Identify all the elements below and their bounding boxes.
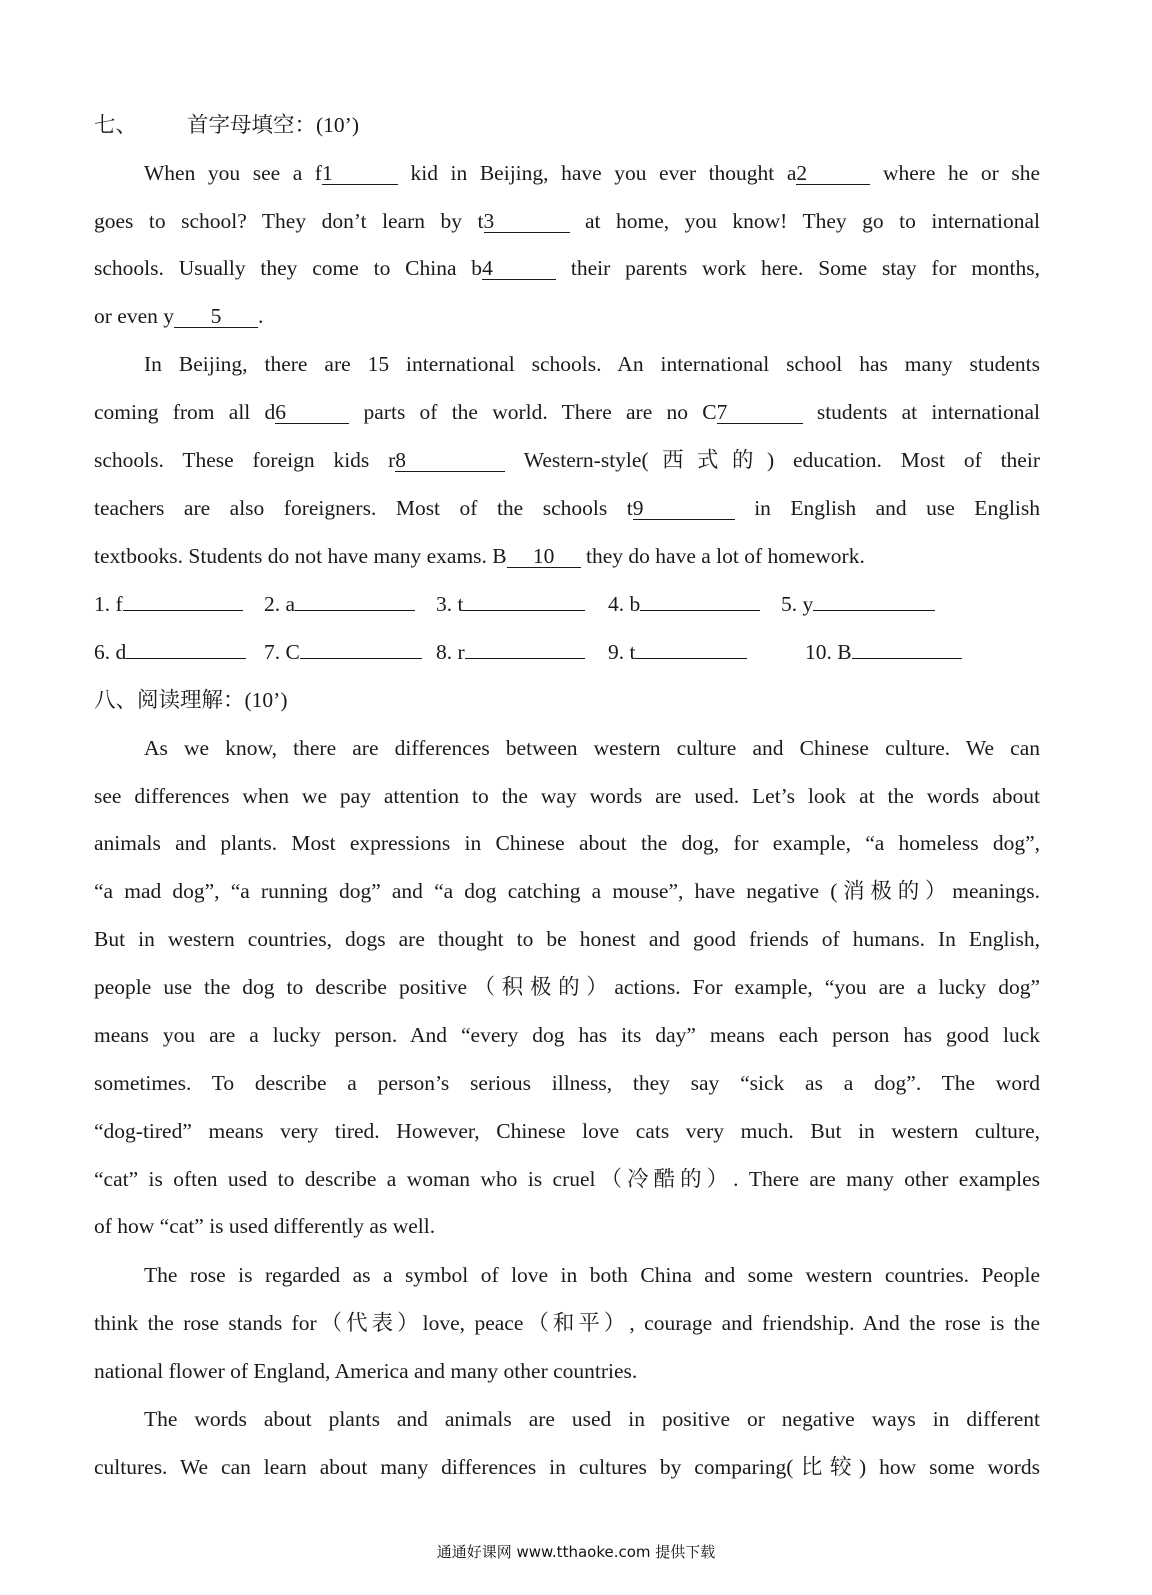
answer-8: 8. r: [436, 638, 585, 666]
blank-6: 6: [275, 401, 349, 424]
blank-3: 3: [484, 210, 570, 233]
cloze-line-4: or even y 5 .: [94, 304, 264, 328]
reading-line: people use the dog to describe positive（积极的）actions. For example, “you are a lucky dog”: [94, 975, 1040, 999]
page-footer: 通通好课网 www.tthaoke.com 提供下载: [436, 1543, 716, 1561]
reading-line: “a mad dog”, “a running dog” and “a dog catching a mouse”, have negative (消极的）meanings.: [94, 879, 1040, 903]
reading-line: sometimes. To describe a person’s serious illness, they say “sick as a dog”. The word: [94, 1071, 1040, 1095]
reading-line: animals and plants. Most expressions in Chinese about the dog, for example, “a homeless dog”,: [94, 831, 1040, 855]
blank-10: 10: [507, 545, 581, 568]
reading-line: The rose is regarded as a symbol of love in both China and some western countries. People: [144, 1263, 1040, 1287]
blank-1: 1: [322, 162, 398, 185]
reading-line: means you are a lucky person. And “every dog has its day” means each person has good luck: [94, 1023, 1040, 1047]
reading-line: “dog-tired” means very tired. However, Chinese love cats very much. But in western culture,: [94, 1119, 1040, 1143]
section8-heading: 八、阅读理解：(10’): [94, 688, 288, 712]
cloze-line-1: When you see a f1 kid in Beijing, have you ever thought a2 where he or she: [144, 161, 1040, 185]
reading-line: “cat” is often used to describe a woman who is cruel（冷酷的）. There are many other examples: [94, 1167, 1040, 1191]
cloze-line-6: coming from all d6 parts of the world. There are no C7 students at international: [94, 400, 1040, 424]
reading-line: of how “cat” is used differently as well.: [94, 1214, 436, 1238]
answer-2: 2. a: [264, 590, 415, 618]
reading-line: As we know, there are differences between western culture and Chinese culture. We can: [144, 736, 1040, 760]
cloze-line-2: goes to school? They don’t learn by t3 at home, you know! They go to international: [94, 209, 1040, 233]
reading-line: national flower of England, America and many other countries.: [94, 1359, 638, 1383]
section7-heading: [94, 111, 1040, 139]
cloze-line-3: schools. Usually they come to China b4 their parents work here. Some stay for months,: [94, 256, 1041, 280]
blank-4: 4: [482, 257, 556, 280]
answer-7: 7. C: [264, 638, 422, 666]
cloze-line-5: In Beijing, there are 15 international schools. An international school has many students: [144, 352, 1040, 376]
answer-5: 5. y: [781, 590, 935, 618]
blank-5: 5: [174, 305, 258, 328]
blank-2: 2: [796, 162, 870, 185]
answer-10: 10. B: [805, 638, 962, 666]
section7-title: 首字母填空：(10’): [187, 113, 359, 137]
reading-line: The words about plants and animals are used in positive or negative ways in different: [144, 1407, 1040, 1431]
reading-line: see differences when we pay attention to the way words are used. Let’s look at the words about: [94, 784, 1040, 808]
reading-line: But in western countries, dogs are thought to be honest and good friends of humans. In English,: [94, 927, 1040, 951]
answer-4: 4. b: [608, 590, 760, 618]
cloze-line-8: teachers are also foreigners. Most of the schools t9 in English and use English: [94, 496, 1041, 520]
blank-7: 7: [717, 401, 803, 424]
cloze-line-9: textbooks. Students do not have many exams. B 10 they do have a lot of homework.: [94, 544, 865, 568]
cloze-line-7: schools. These foreign kids r8 Western-style(西式的) education. Most of their: [94, 448, 1040, 472]
answer-1: 1. f: [94, 590, 243, 618]
answer-9: 9. t: [608, 638, 747, 666]
blank-8: 8: [395, 449, 505, 472]
reading-line: cultures. We can learn about many differences in cultures by comparing(比较) how some words: [94, 1455, 1040, 1479]
answer-3: 3. t: [436, 590, 585, 618]
answer-6: 6. d: [94, 638, 246, 666]
section7-number: 七、: [94, 113, 138, 137]
reading-line: think the rose stands for（代表）love, peace（和平）, courage and friendship. And the rose is the: [94, 1311, 1040, 1335]
blank-9: 9: [633, 497, 735, 520]
